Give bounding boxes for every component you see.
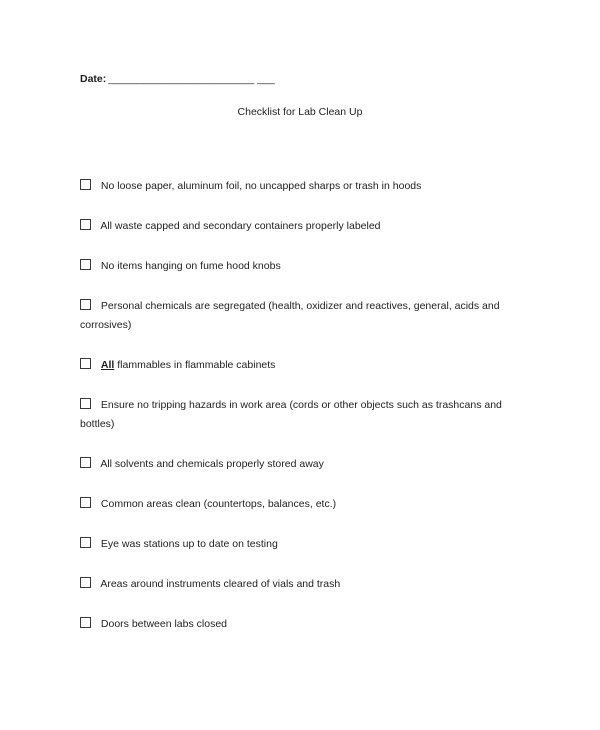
checklist-item xyxy=(80,396,520,434)
checklist-item-label: Doors between labs closed xyxy=(100,618,227,630)
date-field xyxy=(80,72,520,86)
checklist-item xyxy=(80,257,520,276)
checkbox-icon[interactable] xyxy=(80,358,91,369)
checklist-item xyxy=(80,177,520,196)
date-label: Date: xyxy=(80,73,107,85)
checklist-item-label: flammables in flammable cabinets xyxy=(117,359,276,371)
date-blank-line: _________________________ ___ xyxy=(108,73,275,85)
checklist-item xyxy=(80,217,520,236)
checklist-item-label: No loose paper, aluminum foil, no uncapped sharps or trash in hoods xyxy=(100,180,422,192)
checklist-item-label: Eye was stations up to date on testing xyxy=(100,538,278,550)
checkbox-icon[interactable] xyxy=(80,219,91,230)
checkbox-icon[interactable] xyxy=(80,179,91,190)
checklist xyxy=(80,177,520,634)
checklist-item-emphasis: All xyxy=(100,359,115,371)
checklist-item xyxy=(80,455,520,474)
checkbox-icon[interactable] xyxy=(80,497,91,508)
checklist-item-label: Ensure no tripping hazards in work area (cords or other objects such as trashcans and bottles) xyxy=(80,399,502,430)
checklist-item-label: All waste capped and secondary containers properly labeled xyxy=(100,220,381,232)
page-title: Checklist for Lab Clean Up xyxy=(237,106,363,118)
checkbox-icon[interactable] xyxy=(80,457,91,468)
checklist-item xyxy=(80,356,520,375)
checklist-item-label: Areas around instruments cleared of vials and trash xyxy=(100,578,341,590)
checkbox-icon[interactable] xyxy=(80,299,91,310)
checklist-item xyxy=(80,615,520,634)
checkbox-icon[interactable] xyxy=(80,617,91,628)
checklist-item xyxy=(80,575,520,594)
checklist-item xyxy=(80,535,520,554)
checklist-item-label: Common areas clean (countertops, balances, etc.) xyxy=(100,498,337,510)
checkbox-icon[interactable] xyxy=(80,537,91,548)
checkbox-icon[interactable] xyxy=(80,577,91,588)
checklist-item xyxy=(80,297,520,335)
checkbox-icon[interactable] xyxy=(80,259,91,270)
checklist-item-label: No items hanging on fume hood knobs xyxy=(100,260,281,272)
checklist-item-label: All solvents and chemicals properly stored away xyxy=(100,458,324,470)
checklist-item-label: Personal chemicals are segregated (health, oxidizer and reactives, general, acids and corrosives) xyxy=(80,300,500,331)
checklist-item xyxy=(80,495,520,514)
checkbox-icon[interactable] xyxy=(80,398,91,409)
